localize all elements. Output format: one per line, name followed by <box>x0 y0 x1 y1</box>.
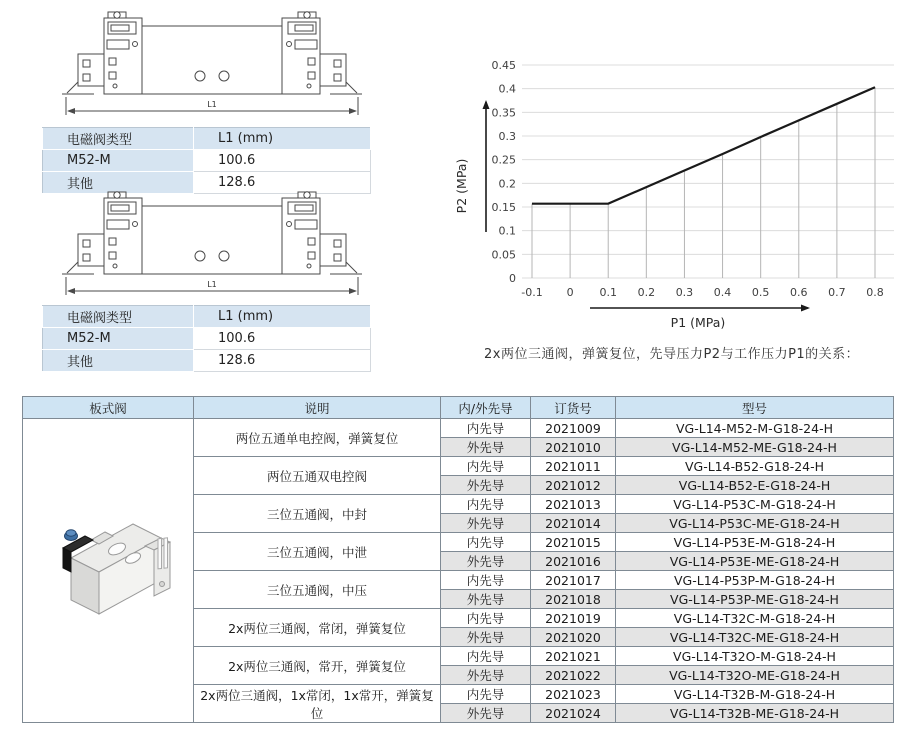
y-tick-label: 0.3 <box>498 130 516 143</box>
model-cell: VG-L14-P53P-M-G18-24-H <box>616 571 894 590</box>
model-cell: VG-L14-B52-E-G18-24-H <box>616 476 894 495</box>
pilot-cell: 外先导 <box>441 438 531 457</box>
desc-cell: 三位五通阀，中压 <box>194 571 441 609</box>
order-no-cell: 2021020 <box>531 628 616 647</box>
order-no-cell: 2021011 <box>531 457 616 476</box>
header-pilot: 内/外先导 <box>441 397 531 419</box>
order-no-cell: 2021017 <box>531 571 616 590</box>
l1-value-cell: 100.6 <box>194 150 371 172</box>
header-valve: 板式阀 <box>23 397 194 419</box>
pilot-cell: 外先导 <box>441 590 531 609</box>
pilot-cell: 外先导 <box>441 704 531 723</box>
valve-product-image-cell <box>23 419 194 723</box>
y-tick-label: 0.4 <box>498 82 516 96</box>
table-row <box>43 306 371 328</box>
desc-cell: 三位五通阀，中封 <box>194 495 441 533</box>
model-cell: VG-L14-T32C-M-G18-24-H <box>616 609 894 628</box>
dimension-table-bottom <box>42 305 371 372</box>
desc-cell: 三位五通阀，中泄 <box>194 533 441 571</box>
l1-value-cell: 128.6 <box>194 172 371 194</box>
pilot-cell: 内先导 <box>441 495 531 514</box>
x-tick-label: 0.8 <box>866 286 884 299</box>
y-tick-label: 0.05 <box>491 248 516 262</box>
table-row <box>43 150 371 172</box>
table-header-row <box>23 397 894 419</box>
table-row <box>43 350 371 372</box>
y-tick-label: 0 <box>509 272 516 285</box>
valve-dimension-drawing-bottom <box>52 190 372 306</box>
x-tick-label: 0.2 <box>637 286 656 299</box>
x-tick-label: 0.5 <box>751 286 770 299</box>
model-cell: VG-L14-T32B-M-G18-24-H <box>616 685 894 704</box>
y-tick-label: 0.25 <box>491 153 516 167</box>
desc-cell: 2x两位三通阀，1x常闭，1x常开，弹簧复位 <box>194 685 441 723</box>
desc-cell: 2x两位三通阀，常闭，弹簧复位 <box>194 609 441 647</box>
y-tick-label: 0.35 <box>491 106 516 120</box>
order-no-cell: 2021015 <box>531 533 616 552</box>
x-tick-label: 0.6 <box>790 286 808 299</box>
valve-product-image <box>33 496 183 646</box>
l1-value-cell: 128.6 <box>194 350 371 372</box>
pilot-cell: 内先导 <box>441 457 531 476</box>
pilot-cell: 内先导 <box>441 419 531 438</box>
model-cell: VG-L14-T32O-ME-G18-24-H <box>616 666 894 685</box>
pilot-cell: 外先导 <box>441 552 531 571</box>
order-no-cell: 2021019 <box>531 609 616 628</box>
model-cell: VG-L14-T32B-ME-G18-24-H <box>616 704 894 723</box>
order-no-cell: 2021023 <box>531 685 616 704</box>
desc-cell: 两位五通单电控阀，弹簧复位 <box>194 419 441 457</box>
dimension-label-l1: L1 <box>207 280 217 289</box>
model-cell: VG-L14-T32C-ME-G18-24-H <box>616 628 894 647</box>
order-no-cell: 2021021 <box>531 647 616 666</box>
valve-type-cell: 其他 <box>43 172 194 194</box>
x-tick-label: 0.3 <box>675 286 694 299</box>
order-no-cell: 2021014 <box>531 514 616 533</box>
l1-value-cell: 100.6 <box>194 328 371 350</box>
header-order-no: 订货号 <box>531 397 616 419</box>
pilot-cell: 内先导 <box>441 533 531 552</box>
x-tick-label: -0.1 <box>521 286 543 299</box>
pilot-cell: 外先导 <box>441 514 531 533</box>
x-tick-label: 0.1 <box>599 286 617 299</box>
dim-header-type: 电磁阀类型 <box>43 128 194 150</box>
valve-type-cell: M52-M <box>43 328 194 350</box>
model-cell: VG-L14-P53E-M-G18-24-H <box>616 533 894 552</box>
pilot-cell: 内先导 <box>441 609 531 628</box>
chart-caption: 2x两位三通阀，弹簧复位，先导压力P2与工作压力P1的关系： <box>484 347 860 362</box>
model-cell: VG-L14-T32O-M-G18-24-H <box>616 647 894 666</box>
y-tick-label: 0.2 <box>498 177 516 191</box>
pilot-cell: 内先导 <box>441 571 531 590</box>
order-no-cell: 2021022 <box>531 666 616 685</box>
x-tick-label: 0.7 <box>828 286 846 299</box>
y-tick-label: 0.45 <box>491 59 516 72</box>
y-axis-title: P2 (MPa) <box>454 158 469 214</box>
order-no-cell: 2021010 <box>531 438 616 457</box>
dim-header-type: 电磁阀类型 <box>43 306 194 328</box>
model-cell: VG-L14-P53P-ME-G18-24-H <box>616 590 894 609</box>
pilot-cell: 内先导 <box>441 685 531 704</box>
table-row <box>43 128 371 150</box>
order-no-cell: 2021018 <box>531 590 616 609</box>
model-cell: VG-L14-M52-ME-G18-24-H <box>616 438 894 457</box>
order-table <box>22 396 894 723</box>
model-cell: VG-L14-P53C-ME-G18-24-H <box>616 514 894 533</box>
order-no-cell: 2021024 <box>531 704 616 723</box>
model-cell: VG-L14-P53E-ME-G18-24-H <box>616 552 894 571</box>
desc-cell: 2x两位三通阀，常开，弹簧复位 <box>194 647 441 685</box>
pressure-chart <box>450 40 902 340</box>
y-tick-label: 0.15 <box>491 201 516 214</box>
dim-header-l1: L1 (mm) <box>194 128 371 150</box>
pilot-cell: 内先导 <box>441 647 531 666</box>
model-cell: VG-L14-P53C-M-G18-24-H <box>616 495 894 514</box>
valve-dimension-drawing-top <box>52 10 372 126</box>
pilot-cell: 外先导 <box>441 476 531 495</box>
dimension-label-l1: L1 <box>207 100 217 109</box>
x-tick-label: 0 <box>566 286 574 299</box>
dimension-table-top <box>42 127 371 194</box>
pilot-cell: 外先导 <box>441 628 531 647</box>
dim-header-l1: L1 (mm) <box>194 306 371 328</box>
x-axis-title: P1 (MPa) <box>670 315 726 330</box>
order-no-cell: 2021012 <box>531 476 616 495</box>
table-row <box>23 419 894 438</box>
order-no-cell: 2021013 <box>531 495 616 514</box>
desc-cell: 两位五通双电控阀 <box>194 457 441 495</box>
header-model: 型号 <box>616 397 894 419</box>
valve-type-cell: M52-M <box>43 150 194 172</box>
pilot-cell: 外先导 <box>441 666 531 685</box>
table-row <box>43 328 371 350</box>
order-no-cell: 2021016 <box>531 552 616 571</box>
valve-type-cell: 其他 <box>43 350 194 372</box>
order-no-cell: 2021009 <box>531 419 616 438</box>
model-cell: VG-L14-B52-G18-24-H <box>616 457 894 476</box>
y-tick-label: 0.1 <box>498 224 516 238</box>
model-cell: VG-L14-M52-M-G18-24-H <box>616 419 894 438</box>
x-tick-label: 0.4 <box>713 286 732 299</box>
pressure-curve <box>532 87 875 203</box>
header-desc: 说明 <box>194 397 441 419</box>
